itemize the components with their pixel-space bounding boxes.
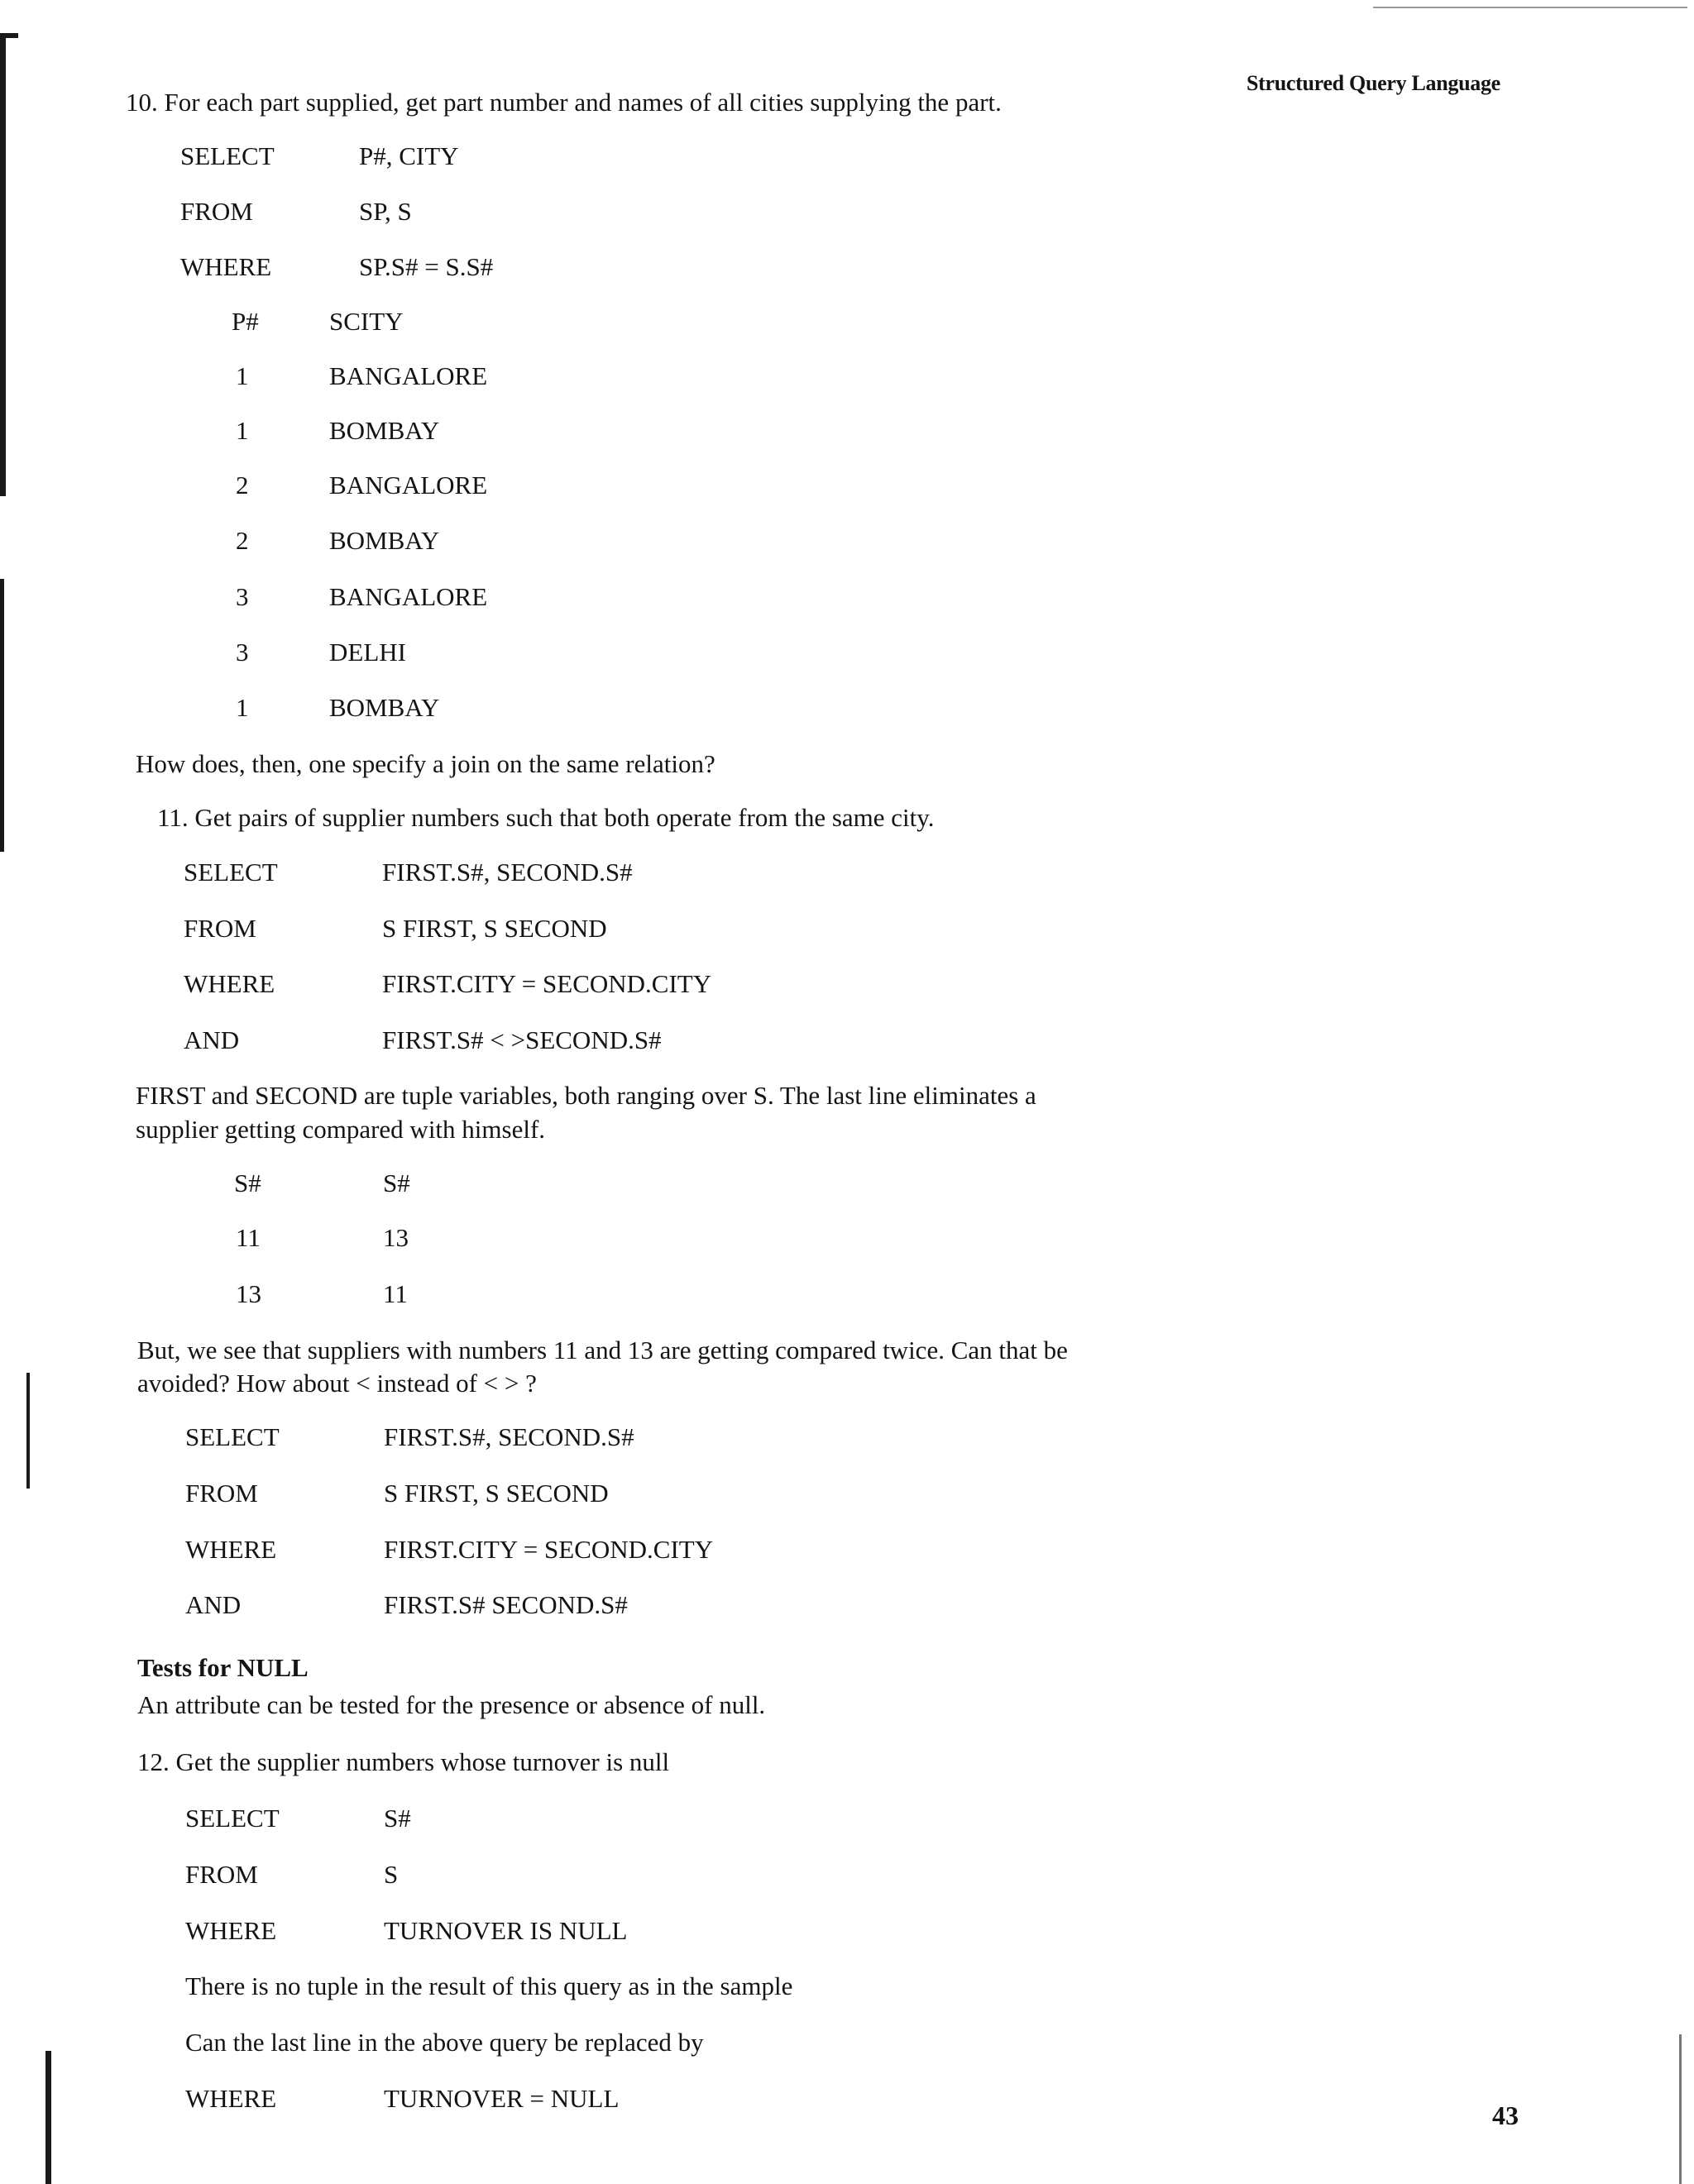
- sql-expression: TURNOVER IS NULL: [384, 1916, 628, 1945]
- scan-edge-mark-bottom: [45, 2051, 51, 2184]
- result-cell: BOMBAY: [329, 526, 440, 555]
- result-header: P#: [232, 307, 259, 336]
- question-10: 10. For each part supplied, get part number and names of all cities supplying the part.: [126, 88, 1002, 117]
- sql-expression: S FIRST, S SECOND: [382, 914, 607, 943]
- sql-expression: S: [384, 1860, 399, 1889]
- sql-keyword: WHERE: [184, 969, 275, 998]
- sql-expression: P#, CITY: [359, 141, 459, 170]
- sql-expression: S#: [384, 1804, 411, 1833]
- sql-keyword: WHERE: [185, 1535, 277, 1564]
- sql-expression: FIRST.S#, SECOND.S#: [382, 858, 633, 887]
- sql-keyword: SELECT: [180, 141, 275, 170]
- sql-keyword: AND: [184, 1025, 240, 1054]
- section-heading: Tests for NULL: [137, 1653, 309, 1682]
- page-number: 43: [1492, 2100, 1519, 2130]
- sql-keyword: FROM: [185, 1860, 258, 1889]
- result-cell: 3: [236, 638, 249, 667]
- result-cell: 1: [236, 416, 249, 445]
- sql-expression: FIRST.CITY = SECOND.CITY: [384, 1535, 714, 1564]
- sql-keyword: SELECT: [185, 1804, 280, 1833]
- sql-expression: SP.S# = S.S#: [359, 252, 494, 281]
- sql-expression: FIRST.S# SECOND.S#: [384, 1590, 628, 1619]
- sql-keyword: FROM: [184, 914, 256, 943]
- result-cell: 3: [236, 582, 249, 611]
- followup-line: But, we see that suppliers with numbers 11 and 13 are getting compared twice. Can that be: [137, 1336, 1068, 1364]
- explanation-line: supplier getting compared with himself.: [136, 1115, 546, 1144]
- sql-keyword: SELECT: [184, 858, 278, 887]
- running-header-title: Structured Query Language: [1247, 71, 1500, 95]
- scan-top-line: [1373, 7, 1687, 8]
- result-cell: 2: [236, 526, 249, 555]
- self-join-question: How does, then, one specify a join on the same relation?: [136, 749, 715, 778]
- sql-keyword: WHERE: [180, 252, 272, 281]
- result-cell: 11: [383, 1279, 408, 1308]
- result-cell: BOMBAY: [329, 693, 440, 722]
- scan-edge-mark-mid: [0, 579, 4, 852]
- sql-expression: FIRST.S# < >SECOND.S#: [382, 1025, 662, 1054]
- result-cell: 1: [236, 361, 249, 390]
- result-header: S#: [383, 1168, 410, 1197]
- scan-edge-corner: [0, 33, 18, 38]
- scan-edge-mark-top: [0, 33, 6, 496]
- question-11: 11. Get pairs of supplier numbers such that both operate from the same city.: [157, 803, 935, 832]
- followup-line: avoided? How about < instead of < > ?: [137, 1369, 537, 1398]
- result-header: S#: [234, 1168, 261, 1197]
- result-header: SCITY: [329, 307, 404, 336]
- note-line: Can the last line in the above query be replaced by: [185, 2028, 704, 2057]
- result-cell: 1: [236, 693, 249, 722]
- sql-expression: FIRST.CITY = SECOND.CITY: [382, 969, 712, 998]
- note-line: There is no tuple in the result of this query as in the sample: [185, 1971, 793, 2000]
- result-cell: 11: [236, 1223, 261, 1252]
- result-cell: BANGALORE: [329, 471, 488, 499]
- sql-keyword: FROM: [180, 197, 253, 226]
- question-12: 12. Get the supplier numbers whose turnover is null: [137, 1747, 670, 1776]
- result-cell: BOMBAY: [329, 416, 440, 445]
- result-cell: 13: [383, 1223, 409, 1252]
- result-cell: DELHI: [329, 638, 406, 667]
- explanation-line: FIRST and SECOND are tuple variables, both ranging over S. The last line eliminates a: [136, 1081, 1036, 1110]
- result-cell: BANGALORE: [329, 582, 488, 611]
- sql-keyword: AND: [185, 1590, 242, 1619]
- result-cell: 13: [236, 1279, 261, 1308]
- sql-expression: SP, S: [359, 197, 412, 226]
- sql-keyword: WHERE: [185, 2084, 277, 2113]
- result-cell: 2: [236, 471, 249, 499]
- sql-expression: S FIRST, S SECOND: [384, 1479, 609, 1508]
- sql-expression: FIRST.S#, SECOND.S#: [384, 1422, 634, 1451]
- scan-right-edge-mark: [1679, 2034, 1682, 2184]
- sql-keyword: WHERE: [185, 1916, 277, 1945]
- sql-keyword: SELECT: [185, 1422, 280, 1451]
- result-cell: BANGALORE: [329, 361, 488, 390]
- scan-edge-mark-low: [26, 1373, 30, 1489]
- sql-keyword: FROM: [185, 1479, 258, 1508]
- section-intro: An attribute can be tested for the presence or absence of null.: [137, 1690, 766, 1719]
- sql-expression: TURNOVER = NULL: [384, 2084, 620, 2113]
